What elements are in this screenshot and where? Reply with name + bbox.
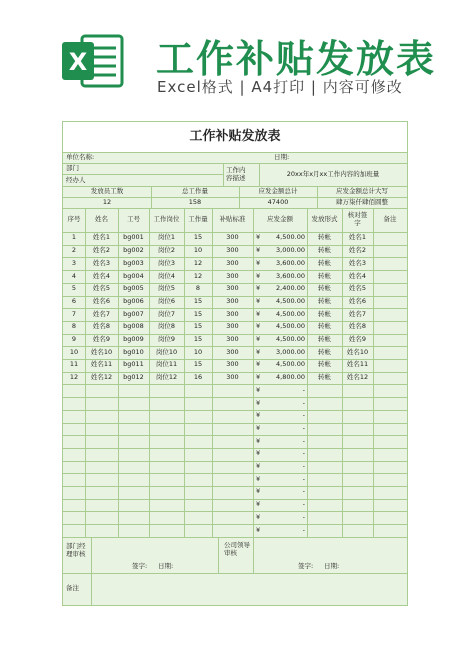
row-amount: 4,500.00 (276, 296, 305, 305)
remark-label: 备注 (66, 583, 79, 592)
summary-header: 发放员工数 (90, 186, 124, 195)
row-signature: 姓名3 (348, 258, 367, 267)
row-id: bg006 (123, 296, 144, 305)
row-name: 姓名9 (92, 335, 111, 344)
row-seq: 9 (71, 335, 77, 344)
row-post: 岗位11 (155, 360, 178, 369)
row-method: 转帐 (318, 373, 331, 382)
row-post: 岗位4 (157, 271, 176, 280)
row-method: 转帐 (318, 360, 331, 369)
row-standard: 300 (226, 373, 239, 382)
row-amount-empty: - (302, 462, 305, 471)
row-seq: 8 (71, 322, 77, 331)
banner-subtitle: Excel格式 | A4打印 | 内容可修改 (157, 78, 403, 96)
grid-line (63, 397, 407, 398)
row-id: bg004 (123, 271, 144, 280)
row-post: 岗位1 (157, 233, 176, 242)
row-name: 姓名3 (92, 258, 111, 267)
row-standard: 300 (226, 360, 239, 369)
grid-line (307, 208, 308, 537)
row-amount: 2,400.00 (276, 284, 305, 293)
row-yen: ¥ (256, 500, 261, 509)
row-signature: 姓名7 (348, 309, 367, 318)
grid-line (151, 186, 152, 208)
row-signature: 姓名4 (348, 271, 367, 280)
dept-date-label: 日期: (158, 561, 174, 570)
grid-line (259, 163, 260, 186)
row-yen: ¥ (256, 246, 261, 255)
summary-value: 47400 (267, 197, 289, 206)
row-yen: ¥ (256, 258, 261, 267)
row-seq: 7 (71, 309, 77, 318)
row-seq: 12 (69, 373, 79, 382)
table-header: 序号 (67, 215, 81, 224)
row-post: 岗位9 (157, 335, 176, 344)
row-workload: 15 (193, 233, 203, 242)
row-standard: 300 (226, 322, 239, 331)
banner-title: 工作补贴发放表 (156, 37, 437, 81)
excel-logo-icon (62, 32, 124, 90)
row-seq: 2 (71, 246, 77, 255)
spreadsheet-preview (62, 121, 408, 606)
row-method: 转帐 (318, 309, 331, 318)
table-header: 姓名 (95, 215, 108, 224)
table-header: 工号 (127, 215, 140, 224)
row-signature: 姓名1 (348, 233, 367, 242)
row-standard: 300 (226, 335, 239, 344)
row-amount: 4,800.00 (276, 373, 305, 382)
grid-line (85, 208, 86, 537)
row-id: bg002 (123, 246, 144, 255)
row-amount-empty: - (302, 423, 305, 432)
row-yen: ¥ (256, 525, 261, 534)
row-id: bg010 (123, 347, 144, 356)
grid-line (63, 410, 407, 411)
grid-line (239, 186, 240, 208)
grid-line (253, 208, 254, 537)
row-signature: 姓名12 (346, 373, 369, 382)
row-standard: 300 (226, 271, 239, 280)
company-approve-label: 公司领导审核 (224, 541, 250, 557)
row-amount-empty: - (302, 500, 305, 509)
row-amount-empty: - (302, 398, 305, 407)
dept-sign-label: 签字: (132, 561, 148, 570)
row-standard: 300 (226, 233, 239, 242)
manager-label: 经办人 (66, 175, 86, 184)
row-seq: 1 (71, 233, 77, 242)
grid-line (63, 423, 407, 424)
grid-line (317, 186, 318, 208)
grid-line (63, 573, 407, 574)
grid-line (91, 573, 92, 605)
row-amount-empty: - (302, 474, 305, 483)
row-amount: 4,500.00 (276, 335, 305, 344)
row-method: 转帐 (318, 347, 331, 356)
row-post: 岗位8 (157, 322, 176, 331)
row-workload: 15 (193, 322, 203, 331)
grid-line (63, 511, 407, 512)
grid-line (373, 208, 374, 537)
summary-header: 总工作量 (182, 186, 208, 195)
grid-line (63, 524, 407, 525)
row-name: 姓名11 (90, 360, 113, 369)
row-post: 岗位7 (157, 309, 176, 318)
row-standard: 300 (226, 309, 239, 318)
row-name: 姓名6 (92, 296, 111, 305)
row-yen: ¥ (256, 436, 261, 445)
grid-line (63, 448, 407, 449)
grid-line (212, 208, 213, 537)
row-name: 姓名12 (90, 373, 113, 382)
row-yen: ¥ (256, 335, 261, 344)
row-amount: 4,500.00 (276, 360, 305, 369)
row-name: 姓名2 (92, 246, 111, 255)
row-yen: ¥ (256, 309, 261, 318)
row-amount-empty: - (302, 411, 305, 420)
row-method: 转帐 (318, 271, 331, 280)
table-header: 工作岗位 (153, 215, 180, 224)
row-amount: 4,500.00 (276, 322, 305, 331)
sheet-title: 工作补贴发放表 (63, 122, 407, 152)
row-yen: ¥ (256, 360, 261, 369)
row-name: 姓名8 (92, 322, 111, 331)
row-amount-empty: - (302, 385, 305, 394)
row-workload: 10 (193, 347, 203, 356)
row-name: 姓名10 (90, 347, 113, 356)
row-id: bg003 (123, 258, 144, 267)
table-header: 核对签字 (347, 211, 368, 227)
company-sign-label: 签字: (298, 561, 314, 570)
row-yen: ¥ (256, 398, 261, 407)
row-amount-empty: - (302, 512, 305, 521)
row-signature: 姓名8 (348, 322, 367, 331)
row-workload: 15 (193, 335, 203, 344)
row-amount: 4,500.00 (276, 233, 305, 242)
summary-value: 12 (102, 197, 112, 206)
row-yen: ¥ (256, 411, 261, 420)
row-method: 转帐 (318, 296, 331, 305)
table-header: 发放形式 (311, 215, 338, 224)
row-yen: ¥ (256, 233, 261, 242)
company-date-label: 日期: (324, 561, 340, 570)
row-yen: ¥ (256, 347, 261, 356)
row-name: 姓名7 (92, 309, 111, 318)
row-seq: 10 (69, 347, 79, 356)
grid-line (63, 486, 407, 487)
row-workload: 12 (193, 271, 203, 280)
grid-line (218, 537, 219, 573)
row-post: 岗位5 (157, 284, 176, 293)
row-seq: 3 (71, 258, 77, 267)
row-yen: ¥ (256, 487, 261, 496)
work-desc-value: 20xx年x月xx工作内容的加班量 (286, 169, 380, 178)
row-workload: 8 (195, 284, 201, 293)
dept-label: 部门 (66, 163, 79, 172)
row-amount: 3,600.00 (276, 258, 305, 267)
row-amount: 3,000.00 (276, 246, 305, 255)
row-signature: 姓名9 (348, 335, 367, 344)
row-standard: 300 (226, 296, 239, 305)
row-post: 岗位6 (157, 296, 176, 305)
row-amount: 3,000.00 (276, 347, 305, 356)
grid-line (118, 208, 119, 537)
summary-value: 158 (188, 197, 202, 206)
row-standard: 300 (226, 284, 239, 293)
row-name: 姓名5 (92, 284, 111, 293)
row-workload: 12 (193, 258, 203, 267)
summary-header: 应发金额总计大写 (336, 186, 388, 195)
row-yen: ¥ (256, 373, 261, 382)
row-amount-empty: - (302, 487, 305, 496)
row-workload: 15 (193, 296, 203, 305)
row-yen: ¥ (256, 512, 261, 521)
row-post: 岗位2 (157, 246, 176, 255)
work-desc-label: 工作内容描述 (226, 166, 246, 182)
row-amount: 4,500.00 (276, 309, 305, 318)
row-yen: ¥ (256, 385, 261, 394)
row-id: bg007 (123, 309, 144, 318)
row-method: 转帐 (318, 233, 331, 242)
row-name: 姓名1 (92, 233, 111, 242)
row-seq: 11 (69, 360, 79, 369)
row-name: 姓名4 (92, 271, 111, 280)
row-amount-empty: - (302, 436, 305, 445)
row-signature: 姓名10 (346, 347, 369, 356)
row-method: 转帐 (318, 335, 331, 344)
grid-line (223, 163, 224, 186)
grid-line (342, 208, 343, 537)
row-seq: 5 (71, 284, 77, 293)
grid-line (253, 537, 254, 573)
row-post: 岗位10 (155, 347, 178, 356)
unit-name-label: 单位名称: (66, 152, 95, 161)
row-id: bg008 (123, 322, 144, 331)
row-yen: ¥ (256, 296, 261, 305)
dept-approve-label: 部门经理审核 (66, 542, 86, 558)
row-workload: 15 (193, 360, 203, 369)
grid-line (63, 461, 407, 462)
row-id: bg001 (123, 233, 144, 242)
logo-letter: X (68, 48, 88, 76)
row-workload: 16 (193, 373, 203, 382)
row-method: 转帐 (318, 322, 331, 331)
row-workload: 15 (193, 309, 203, 318)
row-yen: ¥ (256, 322, 261, 331)
row-post: 岗位12 (155, 373, 178, 382)
row-yen: ¥ (256, 423, 261, 432)
row-standard: 300 (226, 258, 239, 267)
table-header: 补贴标准 (219, 215, 246, 224)
row-standard: 300 (226, 246, 239, 255)
table-header: 应发金额 (267, 215, 293, 224)
grid-line (63, 174, 223, 175)
row-method: 转帐 (318, 246, 331, 255)
row-seq: 6 (71, 296, 77, 305)
row-signature: 姓名6 (348, 296, 367, 305)
grid-line (184, 208, 185, 537)
grid-line (63, 499, 407, 500)
row-yen: ¥ (256, 284, 261, 293)
row-amount: 3,600.00 (276, 271, 305, 280)
row-yen: ¥ (256, 449, 261, 458)
row-id: bg012 (123, 373, 144, 382)
row-seq: 4 (71, 271, 77, 280)
grid-line (63, 435, 407, 436)
row-amount-empty: - (302, 449, 305, 458)
row-signature: 姓名11 (346, 360, 369, 369)
summary-value: 肆万柒仟肆佰圆整 (336, 197, 388, 206)
row-id: bg009 (123, 335, 144, 344)
row-yen: ¥ (256, 474, 261, 483)
grid-line (91, 537, 92, 573)
grid-line (63, 384, 407, 385)
row-method: 转帐 (318, 284, 331, 293)
row-id: bg005 (123, 284, 144, 293)
row-signature: 姓名2 (348, 246, 367, 255)
summary-header: 应发金额总计 (258, 186, 298, 195)
grid-line (149, 208, 150, 537)
row-signature: 姓名5 (348, 284, 367, 293)
grid-line (63, 473, 407, 474)
table-header: 工作量 (188, 215, 208, 224)
row-post: 岗位3 (157, 258, 176, 267)
table-header: 备注 (383, 215, 397, 224)
grid-line (63, 537, 407, 538)
template-banner (0, 0, 474, 118)
row-method: 转帐 (318, 258, 331, 267)
row-standard: 300 (226, 347, 239, 356)
row-id: bg011 (123, 360, 144, 369)
row-amount-empty: - (302, 525, 305, 534)
date-label: 日期: (274, 152, 290, 161)
row-workload: 10 (193, 246, 203, 255)
row-yen: ¥ (256, 271, 261, 280)
row-yen: ¥ (256, 462, 261, 471)
